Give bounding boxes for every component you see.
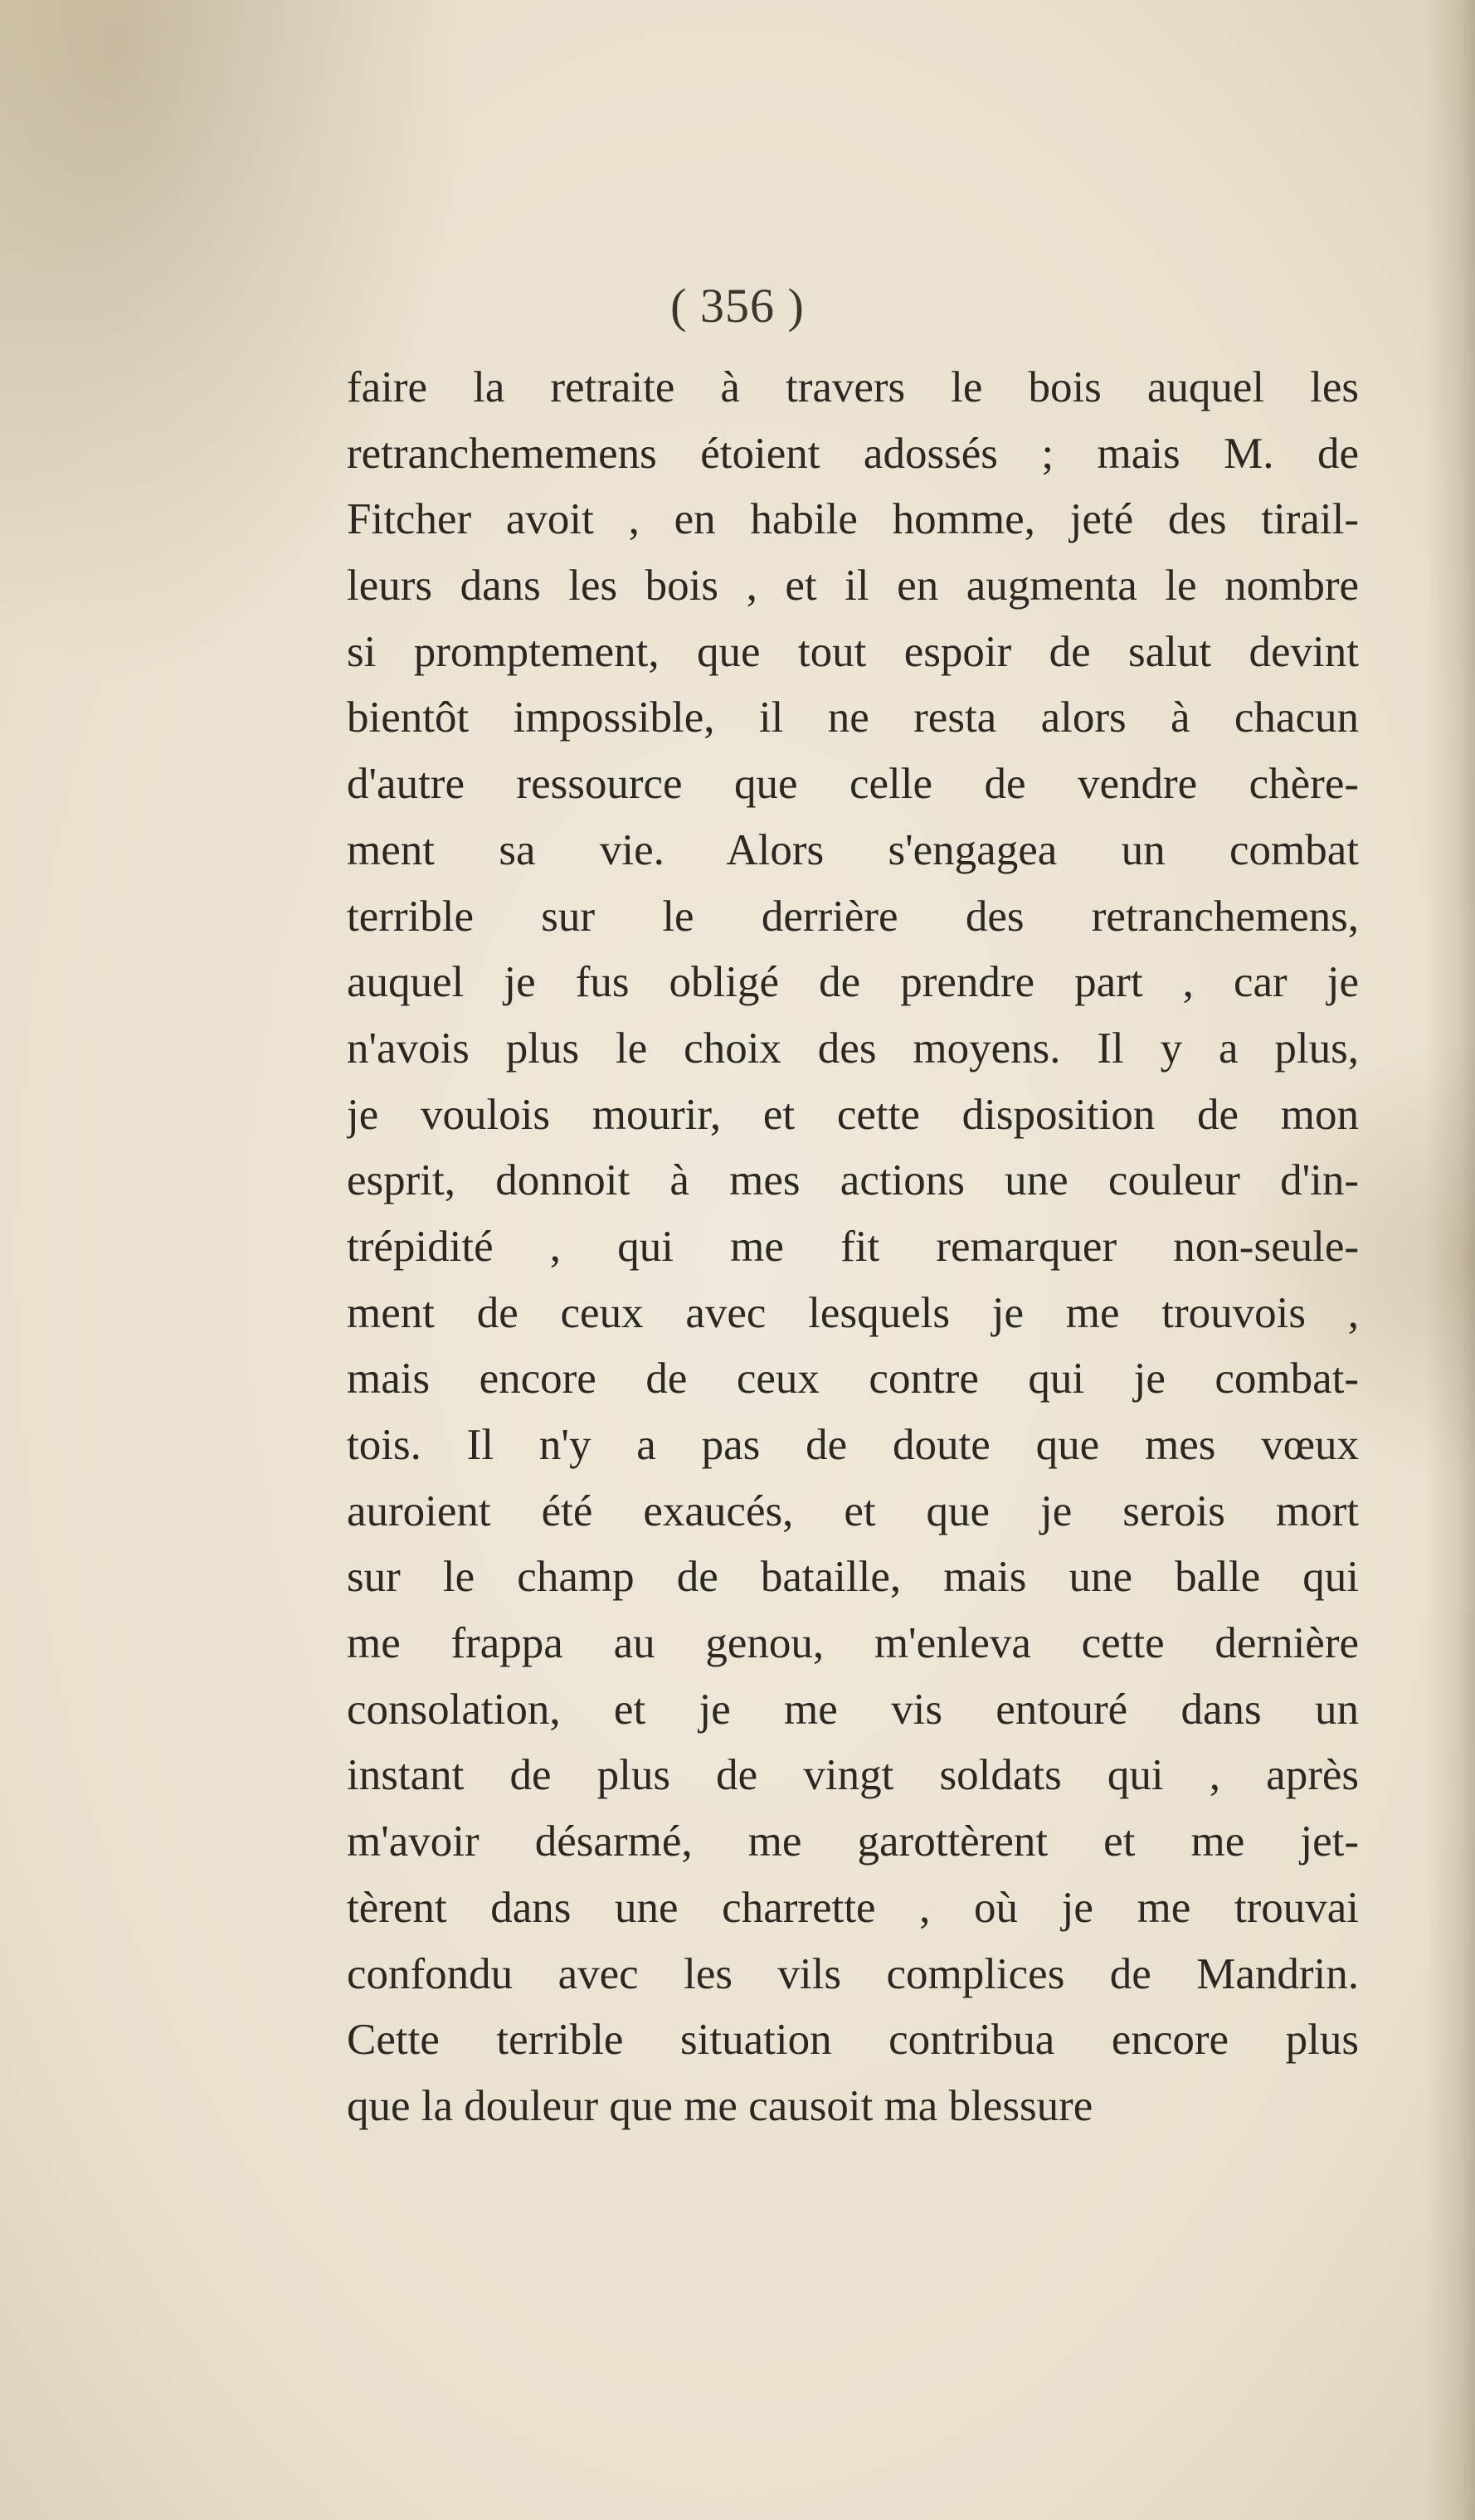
text-line: m'avoir désarmé, me garottèrent et me jet-	[347, 1817, 1359, 1866]
text-line: mais encore de ceux contre qui je combat-	[347, 1355, 1359, 1404]
text-line: terrible sur le derrière des retranchemens,	[347, 892, 1359, 941]
text-line: je voulois mourir, et cette disposition de mon	[347, 1090, 1359, 1139]
text-line: instant de plus de vingt soldats qui , après	[347, 1751, 1359, 1800]
text-line: consolation, et je me vis entouré dans un	[347, 1685, 1359, 1734]
body-text	[347, 355, 1359, 2140]
text-line: Fitcher avoit , en habile homme, jeté des tirail-	[347, 495, 1359, 544]
text-line: confondu avec les vils complices de Mandrin.	[347, 1949, 1359, 1998]
text-line: tois. Il n'y a pas de doute que mes vœux	[347, 1421, 1359, 1469]
text-line: trépidité , qui me fit remarquer non-seule-	[347, 1222, 1359, 1271]
text-line: retranchememens étoient adossés ; mais M. de	[347, 429, 1359, 478]
page-number: ( 356 )	[670, 279, 805, 333]
page-edge-shadow	[1425, 0, 1475, 2520]
text-line: faire la retraite à travers le bois auquel les	[347, 363, 1359, 411]
text-line: auroient été exaucés, et que je serois mort	[347, 1486, 1359, 1535]
text-line: d'autre ressource que celle de vendre chère-	[347, 760, 1359, 809]
text-line: Cette terrible situation contribua encore plus	[347, 2016, 1359, 2065]
text-line: leurs dans les bois , et il en augmenta le nombre	[347, 562, 1359, 611]
text-line: auquel je fus obligé de prendre part , car je	[347, 958, 1359, 1007]
text-line: tèrent dans une charrette , où je me trouvai	[347, 1883, 1359, 1932]
text-line: que la douleur que me causoit ma blessure	[347, 2081, 1093, 2130]
text-line: bientôt impossible, il ne resta alors à chacun	[347, 693, 1359, 742]
text-line: me frappa au genou, m'enleva cette dernière	[347, 1619, 1359, 1668]
text-line: ment sa vie. Alors s'engagea un combat	[347, 825, 1359, 874]
text-line: esprit, donnoit à mes actions une couleur d'in-	[347, 1156, 1359, 1205]
text-line: si promptement, que tout espoir de salut devint	[347, 627, 1359, 676]
text-line: n'avois plus le choix des moyens. Il y a plus,	[347, 1024, 1359, 1073]
text-line: ment de ceux avec lesquels je me trouvois ,	[347, 1288, 1359, 1337]
text-line: sur le champ de bataille, mais une balle qui	[347, 1553, 1359, 1602]
